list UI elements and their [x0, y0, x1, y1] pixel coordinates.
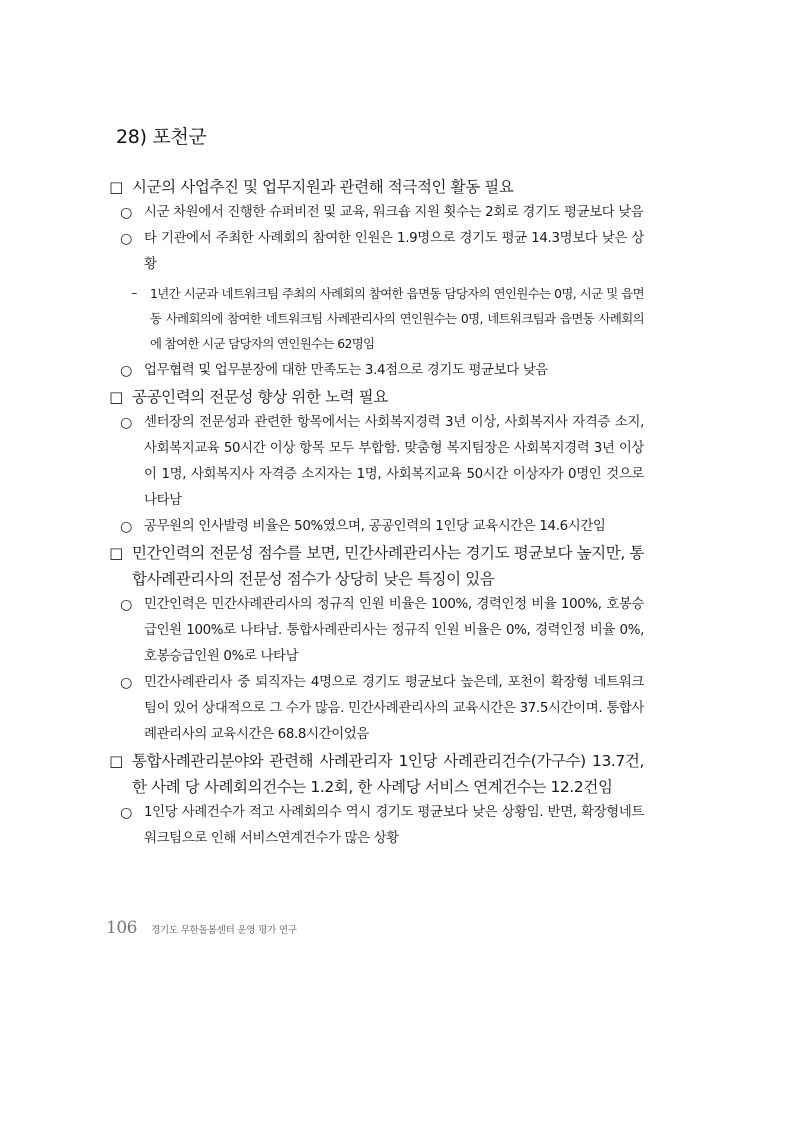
square-bullet-icon: □ — [109, 178, 123, 196]
sub-bullet-item — [104, 410, 644, 514]
sub-bullet-item — [104, 358, 644, 384]
bullet-text: 시군의 사업추진 및 업무지원과 관련해 적극적인 활동 필요 — [132, 178, 514, 196]
bullet-item — [104, 540, 644, 592]
dash-text: 1년간 시군과 네트워크팀 주최의 사례회의 참여한 읍면동 담당자의 연인원수는 0명, 시군 및 읍면동 사례회의에 참여한 네트워크팀 사례관리사의 연인원수는 0명, 네트워크팀과 읍면동 사례회의에 참여한 시군 담당자의 연인원수는 62명임 — [150, 286, 644, 351]
dash-bullet-icon: – — [131, 286, 137, 300]
sub-bullet-text: 민간사례관리사 중 퇴직자는 4명으로 경기도 평균보다 높은데, 포천이 확장형 네트워크팀이 있어 상대적으로 그 수가 많음. 민간사례관리사의 교육시간은 37.5시간이며. 통합사례관리사의 교육시간은 68.8시간이었음 — [144, 675, 644, 742]
sub-bullet-item — [104, 200, 644, 226]
circle-bullet-icon: ○ — [120, 205, 132, 221]
sub-bullet-item — [104, 670, 644, 748]
page-number: 106 — [106, 918, 137, 938]
bullet-text: 공공인력의 전문성 향상 위한 노력 필요 — [132, 388, 388, 406]
page-footer — [106, 918, 297, 938]
circle-bullet-icon: ○ — [120, 805, 132, 821]
sub-bullet-text: 센터장의 전문성과 관련한 항목에서는 사회복지경력 3년 이상, 사회복지사 자격증 소지, 사회복지교육 50시간 이상 항목 모두 부합함. 맞춤형 복지팀장은 사회복지경력 3년 이상이 1명, 사회복지사 자격증 소지자는 1명, 사회복지교육 50시간 이상자가 0명인 것으로 나타남 — [144, 415, 644, 508]
circle-bullet-icon: ○ — [120, 415, 132, 431]
sub-bullet-item — [104, 226, 644, 278]
bullet-text: 민간인력의 전문성 점수를 보면, 민간사례관리사는 경기도 평균보다 높지만, 통합사례관리사의 전문성 점수가 상당히 낮은 특징이 있음 — [132, 544, 644, 588]
bullet-item — [104, 174, 644, 200]
sub-bullet-text: 민간인력은 민간사례관리사의 정규직 인원 비율은 100%, 경력인정 비율 100%, 호봉승급인원 100%로 나타남. 통합사례관리사는 정규직 인원 비율은 0%, 경력인정 비율 0%, 호봉승급인원 0%로 나타남 — [144, 597, 644, 664]
square-bullet-icon: □ — [109, 544, 123, 562]
circle-bullet-icon: ○ — [120, 363, 132, 379]
bullet-item — [104, 748, 644, 800]
dash-item — [104, 281, 644, 356]
section-title: 28) 포천군 — [116, 126, 207, 148]
square-bullet-icon: □ — [109, 752, 123, 770]
circle-bullet-icon: ○ — [120, 231, 132, 247]
sub-bullet-text: 공무원의 인사발령 비율은 50%였으며, 공공인력의 1인당 교육시간은 14.6시간임 — [144, 519, 606, 534]
sub-bullet-text: 시군 차원에서 진행한 슈퍼비전 및 교육, 워크숍 지원 횟수는 2회로 경기도 평균보다 낮음 — [144, 205, 644, 220]
footer-title: 경기도 무한돌봄센터 운영 평가 연구 — [150, 925, 297, 936]
sub-bullet-item — [104, 514, 644, 540]
bullet-text: 통합사례관리분야와 관련해 사례관리자 1인당 사례관리건수(가구수) 13.7건, 한 사례 당 사례회의건수는 1.2회, 한 사례당 서비스 연계건수는 12.2건임 — [132, 752, 644, 796]
bullet-item — [104, 384, 644, 410]
circle-bullet-icon: ○ — [120, 519, 132, 535]
sub-bullet-text: 업무협력 및 업무분장에 대한 만족도는 3.4점으로 경기도 평균보다 낮음 — [144, 363, 548, 378]
circle-bullet-icon: ○ — [120, 675, 132, 691]
sub-bullet-item — [104, 592, 644, 670]
sub-bullet-item — [104, 800, 644, 852]
square-bullet-icon: □ — [109, 388, 123, 406]
sub-bullet-text: 1인당 사례건수가 적고 사례회의수 역시 경기도 평균보다 낮은 상황임. 반면, 확장형네트워크팀으로 인해 서비스연계건수가 많은 상황 — [144, 805, 644, 846]
circle-bullet-icon: ○ — [120, 597, 132, 613]
sub-bullet-text: 타 기관에서 주최한 사례회의 참여한 인원은 1.9명으로 경기도 평균 14.3명보다 낮은 상황 — [144, 231, 644, 272]
section-content — [104, 174, 644, 852]
